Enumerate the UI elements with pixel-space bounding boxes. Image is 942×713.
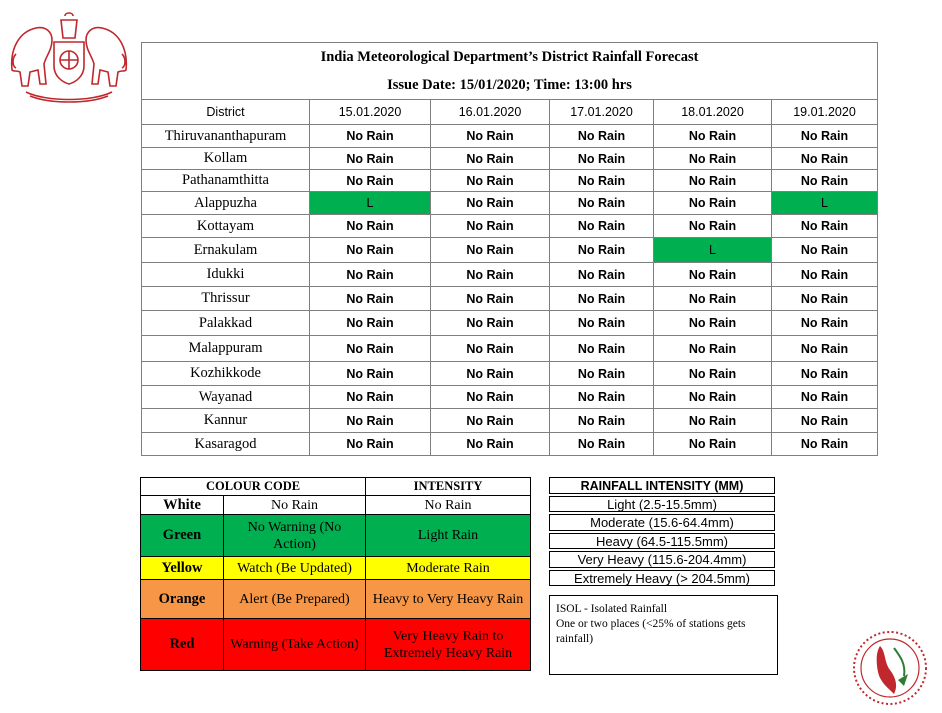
colour-code-table bbox=[140, 477, 531, 671]
district-name: Malappuram bbox=[142, 336, 310, 362]
forecast-cell: No Rain bbox=[654, 311, 772, 336]
district-name: Thiruvananthapuram bbox=[142, 125, 310, 148]
forecast-body bbox=[142, 125, 878, 456]
table-row bbox=[142, 433, 878, 456]
forecast-cell: No Rain bbox=[654, 409, 772, 433]
colour-meaning: Warning (Take Action) bbox=[224, 619, 366, 671]
forecast-cell: No Rain bbox=[654, 215, 772, 238]
forecast-cell: No Rain bbox=[550, 362, 654, 386]
forecast-cell: No Rain bbox=[550, 125, 654, 148]
forecast-cell: No Rain bbox=[654, 148, 772, 170]
forecast-cell: No Rain bbox=[654, 287, 772, 311]
forecast-cell: No Rain bbox=[431, 433, 550, 456]
forecast-cell: No Rain bbox=[772, 263, 878, 287]
imd-logo-icon bbox=[850, 628, 930, 708]
column-header: 17.01.2020 bbox=[550, 100, 654, 125]
district-name: Pathanamthitta bbox=[142, 170, 310, 192]
forecast-cell: No Rain bbox=[772, 362, 878, 386]
forecast-title: India Meteorological Department’s District Rainfall Forecast bbox=[320, 49, 699, 65]
isol-note-line2: One or two places (<25% of stations gets rainfall) bbox=[556, 618, 746, 645]
table-row bbox=[142, 336, 878, 362]
forecast-cell: No Rain bbox=[431, 238, 550, 263]
colour-code-header: COLOUR CODE bbox=[141, 478, 366, 496]
forecast-cell: No Rain bbox=[431, 386, 550, 409]
forecast-cell: No Rain bbox=[431, 148, 550, 170]
forecast-cell: No Rain bbox=[772, 409, 878, 433]
colour-row-green bbox=[141, 515, 531, 557]
forecast-cell: No Rain bbox=[654, 192, 772, 215]
forecast-cell: No Rain bbox=[550, 263, 654, 287]
colour-label: Red bbox=[141, 619, 224, 671]
isol-note-line1: ISOL - Isolated Rainfall bbox=[556, 603, 668, 615]
rainfall-intensity-item: Moderate (15.6-64.4mm) bbox=[549, 514, 775, 531]
table-row bbox=[142, 125, 878, 148]
forecast-cell: No Rain bbox=[310, 125, 431, 148]
forecast-cell: No Rain bbox=[654, 386, 772, 409]
header-row bbox=[142, 100, 878, 125]
table-row bbox=[142, 215, 878, 238]
issue-date: Issue Date: 15/01/2020; Time: 13:00 hrs bbox=[387, 77, 632, 93]
forecast-cell: No Rain bbox=[772, 386, 878, 409]
table-row bbox=[142, 409, 878, 433]
rainfall-intensity-legend bbox=[549, 477, 775, 588]
forecast-title-cell bbox=[142, 43, 878, 100]
forecast-cell: No Rain bbox=[431, 311, 550, 336]
forecast-cell: No Rain bbox=[550, 192, 654, 215]
forecast-cell: No Rain bbox=[310, 263, 431, 287]
rainfall-intensity-item: Light (2.5-15.5mm) bbox=[549, 496, 775, 513]
column-header: 19.01.2020 bbox=[772, 100, 878, 125]
table-row bbox=[142, 287, 878, 311]
colour-row-white bbox=[141, 496, 531, 515]
forecast-cell: No Rain bbox=[431, 215, 550, 238]
colour-row-orange bbox=[141, 580, 531, 619]
colour-label: Yellow bbox=[141, 557, 224, 580]
forecast-cell: No Rain bbox=[310, 170, 431, 192]
forecast-cell: No Rain bbox=[431, 263, 550, 287]
forecast-cell: No Rain bbox=[654, 362, 772, 386]
table-row bbox=[142, 386, 878, 409]
district-name: Palakkad bbox=[142, 311, 310, 336]
forecast-cell: No Rain bbox=[654, 125, 772, 148]
colour-intensity: No Rain bbox=[366, 496, 531, 515]
forecast-cell: No Rain bbox=[772, 433, 878, 456]
forecast-cell: No Rain bbox=[431, 170, 550, 192]
forecast-cell: No Rain bbox=[550, 238, 654, 263]
forecast-cell: No Rain bbox=[772, 170, 878, 192]
colour-label: Green bbox=[141, 515, 224, 557]
district-name: Wayanad bbox=[142, 386, 310, 409]
forecast-cell: No Rain bbox=[654, 336, 772, 362]
forecast-cell: No Rain bbox=[654, 263, 772, 287]
district-name: Kollam bbox=[142, 148, 310, 170]
forecast-cell: L bbox=[654, 238, 772, 263]
table-row bbox=[142, 238, 878, 263]
district-name: Alappuzha bbox=[142, 192, 310, 215]
forecast-cell: L bbox=[772, 192, 878, 215]
forecast-cell: No Rain bbox=[431, 409, 550, 433]
forecast-cell: L bbox=[310, 192, 431, 215]
table-row bbox=[142, 192, 878, 215]
column-header: 18.01.2020 bbox=[654, 100, 772, 125]
forecast-cell: No Rain bbox=[310, 215, 431, 238]
forecast-cell: No Rain bbox=[772, 336, 878, 362]
forecast-cell: No Rain bbox=[550, 170, 654, 192]
forecast-cell: No Rain bbox=[772, 148, 878, 170]
district-name: Idukki bbox=[142, 263, 310, 287]
forecast-cell: No Rain bbox=[654, 170, 772, 192]
forecast-cell: No Rain bbox=[772, 311, 878, 336]
forecast-cell: No Rain bbox=[310, 336, 431, 362]
table-row bbox=[142, 148, 878, 170]
table-row bbox=[142, 311, 878, 336]
colour-meaning: Alert (Be Prepared) bbox=[224, 580, 366, 619]
forecast-cell: No Rain bbox=[772, 238, 878, 263]
forecast-cell: No Rain bbox=[310, 287, 431, 311]
district-name: Kozhikkode bbox=[142, 362, 310, 386]
forecast-cell: No Rain bbox=[550, 311, 654, 336]
colour-row-red bbox=[141, 619, 531, 671]
forecast-cell: No Rain bbox=[431, 362, 550, 386]
rainfall-intensity-item: Very Heavy (115.6-204.4mm) bbox=[549, 551, 775, 568]
forecast-cell: No Rain bbox=[550, 336, 654, 362]
forecast-cell: No Rain bbox=[772, 215, 878, 238]
forecast-cell: No Rain bbox=[310, 238, 431, 263]
colour-meaning: No Rain bbox=[224, 496, 366, 515]
colour-label: White bbox=[141, 496, 224, 515]
forecast-cell: No Rain bbox=[431, 125, 550, 148]
table-row bbox=[142, 263, 878, 287]
colour-intensity: Heavy to Very Heavy Rain bbox=[366, 580, 531, 619]
forecast-cell: No Rain bbox=[772, 125, 878, 148]
colour-code-header-row bbox=[141, 478, 531, 496]
forecast-cell: No Rain bbox=[310, 433, 431, 456]
column-header: District bbox=[142, 100, 310, 125]
forecast-cell: No Rain bbox=[550, 409, 654, 433]
forecast-cell: No Rain bbox=[550, 287, 654, 311]
column-header: 15.01.2020 bbox=[310, 100, 431, 125]
colour-meaning: Watch (Be Updated) bbox=[224, 557, 366, 580]
colour-intensity: Moderate Rain bbox=[366, 557, 531, 580]
isol-note bbox=[549, 595, 778, 675]
rainfall-intensity-item: Heavy (64.5-115.5mm) bbox=[549, 533, 775, 550]
column-header: 16.01.2020 bbox=[431, 100, 550, 125]
colour-row-yellow bbox=[141, 557, 531, 580]
rainfall-intensity-header: RAINFALL INTENSITY (MM) bbox=[549, 477, 775, 494]
forecast-cell: No Rain bbox=[310, 311, 431, 336]
forecast-cell: No Rain bbox=[550, 433, 654, 456]
colour-meaning: No Warning (No Action) bbox=[224, 515, 366, 557]
forecast-cell: No Rain bbox=[431, 192, 550, 215]
forecast-cell: No Rain bbox=[550, 148, 654, 170]
district-name: Thrissur bbox=[142, 287, 310, 311]
table-row bbox=[142, 170, 878, 192]
colour-label: Orange bbox=[141, 580, 224, 619]
forecast-cell: No Rain bbox=[550, 386, 654, 409]
district-name: Kottayam bbox=[142, 215, 310, 238]
district-name: Kasaragod bbox=[142, 433, 310, 456]
forecast-cell: No Rain bbox=[772, 287, 878, 311]
forecast-cell: No Rain bbox=[310, 386, 431, 409]
forecast-cell: No Rain bbox=[310, 409, 431, 433]
forecast-cell: No Rain bbox=[654, 433, 772, 456]
kerala-emblem-icon bbox=[6, 10, 132, 104]
intensity-header: INTENSITY bbox=[366, 478, 531, 496]
forecast-cell: No Rain bbox=[310, 362, 431, 386]
table-row bbox=[142, 362, 878, 386]
district-name: Ernakulam bbox=[142, 238, 310, 263]
colour-intensity: Very Heavy Rain to Extremely Heavy Rain bbox=[366, 619, 531, 671]
rainfall-intensity-item: Extremely Heavy (> 204.5mm) bbox=[549, 570, 775, 587]
district-name: Kannur bbox=[142, 409, 310, 433]
forecast-cell: No Rain bbox=[310, 148, 431, 170]
forecast-table bbox=[141, 42, 878, 456]
forecast-cell: No Rain bbox=[431, 287, 550, 311]
colour-intensity: Light Rain bbox=[366, 515, 531, 557]
forecast-cell: No Rain bbox=[431, 336, 550, 362]
forecast-cell: No Rain bbox=[550, 215, 654, 238]
